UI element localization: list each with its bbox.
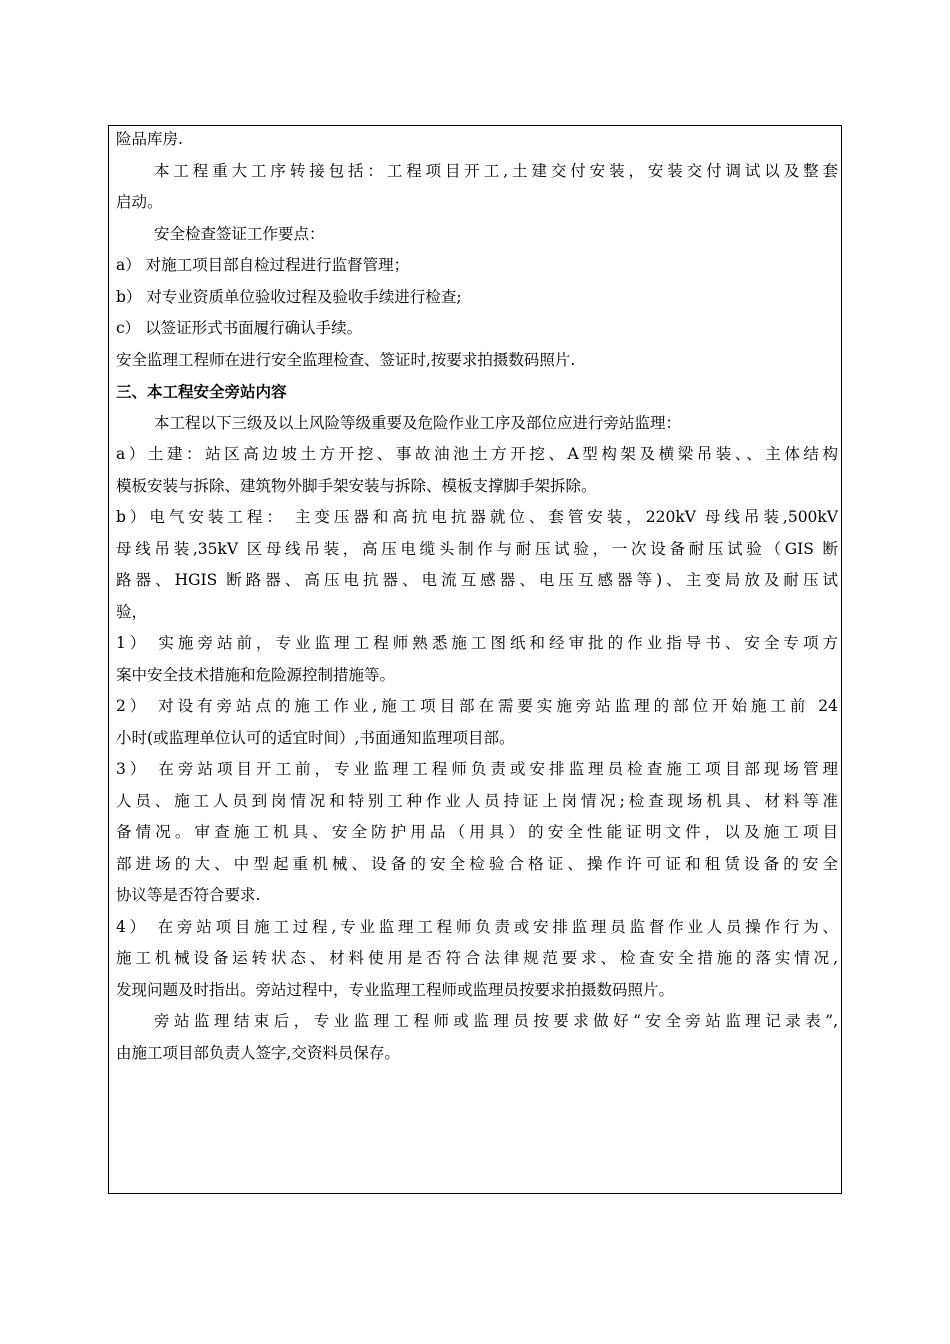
text-line: b）电气安装工程： 主变压器和高抗电抗器就位、套管安装，220kV 母线吊装,500kV	[116, 508, 838, 526]
text-line: 部进场的大、中型起重机械、设备的安全检验合格证、操作许可证和租赁设备的安全	[116, 854, 838, 873]
text-line: 旁站监理结束后，专业监理工程师或监理员按要求做好“安全旁站监理记录表”,	[154, 1012, 838, 1030]
list-item: 2） 对设有旁站点的施工作业,施工项目部在需要实施旁站监理的部位开始施工前 24	[116, 697, 838, 715]
text-line: 施工机械设备运转状态、材料使用是否符合法律规范要求、检查安全措施的落实情况,	[116, 949, 838, 967]
document-body	[116, 124, 838, 1069]
text-line: 人员、施工人员到岗情况和特别工种作业人员持证上岗情况;检查现场机具、材料等准	[116, 791, 838, 810]
text-line: 路器、HGIS 断路器、高压电抗器、电流互感器、电压互感器等)、主变局放及耐压试	[116, 571, 838, 589]
list-item: b） 对专业资质单位验收过程及验收手续进行检查;	[116, 287, 462, 306]
text-line: 小时(或监理单位认可的适宜时间）,书面通知监理项目部。	[116, 728, 515, 747]
section-heading: 三、本工程安全旁站内容	[116, 382, 287, 401]
text-line: 本工程以下三级及以上风险等级重要及危险作业工序及部位应进行旁站监理：	[154, 413, 682, 432]
text-line: 模板安装与拆除、建筑物外脚手架安装与拆除、模板支撑脚手架拆除。	[116, 476, 597, 495]
text-line: 验，	[116, 602, 148, 621]
text-line: 本工程重大工序转接包括：工程项目开工,土建交付安装，安装交付调试以及整套	[154, 161, 838, 180]
text-line: 案中安全技术措施和危险源控制措施等。	[116, 665, 396, 684]
text-line: 备情况。审查施工机具、安全防护用品（用具）的安全性能证明文件，以及施工项目	[116, 823, 838, 841]
text-line: 险品库房.	[116, 130, 183, 148]
text-line: 母线吊装,35kV 区母线吊装，高压电缆头制作与耐压试验，一次设备耐压试验（GIS 断	[116, 539, 838, 558]
list-item: c） 以签证形式书面履行确认手续。	[116, 319, 363, 337]
list-item: 4） 在旁站项目施工过程,专业监理工程师负责或安排监理员监督作业人员操作行为、	[116, 917, 838, 936]
text-line: 协议等是否符合要求.	[116, 886, 261, 904]
text-line: 启动。	[116, 193, 163, 211]
list-item: 3） 在旁站项目开工前，专业监理工程师负责或安排监理员检查施工项目部现场管理	[116, 760, 838, 778]
text-line: 由施工项目部负责人签字,交资料员保存。	[116, 1043, 400, 1062]
text-line: a）土建：站区高边坡土方开挖、事故油池土方开挖、A型构架及横梁吊装、、主体结构	[116, 445, 838, 463]
list-item: 1） 实施旁站前，专业监理工程师熟悉施工图纸和经审批的作业指导书、安全专项方	[116, 634, 838, 652]
list-item: a） 对施工项目部自检过程进行监督管理；	[116, 256, 410, 274]
text-line: 发现问题及时指出。旁站过程中，专业监理工程师或监理员按要求拍摄数码照片。	[116, 980, 675, 999]
text-line: 安全检查签证工作要点：	[154, 224, 325, 243]
text-line: 安全监理工程师在进行安全监理检查、签证时,按要求拍摄数码照片.	[116, 350, 576, 369]
